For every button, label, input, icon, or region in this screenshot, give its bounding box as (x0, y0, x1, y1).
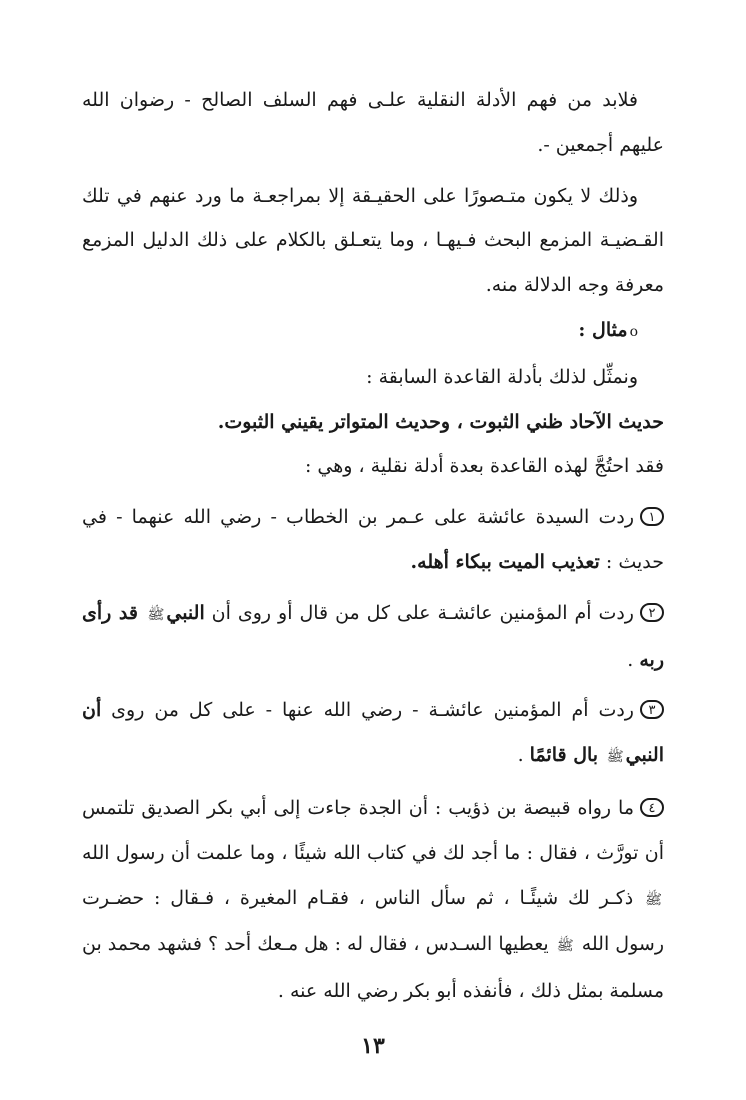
list-item-bold-text: قد رأى ربه (82, 601, 664, 671)
paragraph-evidence-intro (82, 444, 664, 489)
paragraph-salaf (82, 78, 664, 168)
list-item-text: ردت أم المؤمنين عائشـة - رضي الله عنها - على كل من روى (101, 699, 634, 722)
example-heading (82, 308, 664, 355)
list-item-bold-text: أن النبي (82, 699, 664, 767)
paragraph-illustrate (82, 355, 664, 400)
paragraph-evidence-intro-text: فقد احتُجَّ لهذه القاعدة بعدة أدلة نقلية ، وهي : (304, 455, 664, 478)
list-item-text-end: يعطيها السـدس ، فقال له : هل مـعك أحد ؟ فشهد محمد بن مسلمة بمثل ذلك ، فأنفذه أبو بكر رضي الله عنه . (82, 933, 664, 1003)
page-number: ١٣ (361, 1033, 385, 1059)
list-item-2 (82, 591, 664, 683)
list-item-4 (82, 786, 664, 1014)
rule-statement-text: حديث الآحاد ظني الثبوت ، وحديث المتواتر يقيني الثبوت. (217, 410, 664, 433)
item-number-badge: ٣ (640, 700, 664, 719)
body-text (82, 78, 664, 1014)
item-number-badge: ١ (640, 507, 664, 526)
list-item-text: ذكـر لك شيئًـا ، ثم سأل الناس ، فقـام المغيرة ، فـقال : حضـرت رسول الله (82, 886, 664, 956)
paragraph-illustrate-text: ونمثِّل لذلك بأدلة القاعدة السابقة : (366, 365, 638, 388)
list-item-bold-text: تعذيب الميت ببكاء أهله. (410, 550, 600, 573)
list-item-1 (82, 495, 664, 585)
list-item-text-end: . (517, 744, 530, 767)
list-item-text: ما رواه قبيصة بن ذؤيب : أن الجدة جاءت إلى أبي بكر الصديق تلتمس أن تورَّث ، فقال : ما أجد لك في كتاب الله شيئًا ، وما علمت أن رسول الله (82, 796, 664, 864)
item-number-badge: ٢ (640, 603, 664, 622)
list-item-text: ردت السيدة عائشة على عـمر بن الخطاب - رضي الله عنهما - في حديث : (82, 506, 664, 573)
list-item-text: ردت أم المؤمنين عائشـة على كل من قال أو روى أن (204, 601, 634, 624)
salutation-glyph: ﷺ (645, 891, 662, 908)
list-item-bold-text: بال قائمًا (529, 744, 605, 767)
paragraph-salaf-text: فلابد من فهم الأدلة النقلية علـى فهم السلف الصالح - رضوان الله عليهم أجمعين -. (82, 89, 664, 156)
paragraph-context-text: وذلك لا يكون متـصورًا على الحقيـقة إلا بمراجعـة ما ورد عنهم في تلك القـضيـة المزمع البحث فـيهـا ، وما يتعـلق بالكلام على ذلك الدليل المزمع معرفة وجه الدلالة منه. (82, 184, 664, 297)
list-item-bold-text: النبي (166, 601, 205, 624)
paragraph-context (82, 174, 664, 308)
salutation-glyph: ﷺ (556, 938, 574, 955)
circle-bullet-icon: ο (629, 323, 638, 340)
item-number-badge: ٤ (640, 798, 664, 817)
example-heading-label: مثال : (578, 318, 628, 341)
list-item-3 (82, 688, 664, 780)
rule-statement (82, 400, 664, 445)
salutation-glyph: ﷺ (147, 606, 165, 623)
list-item-text-end: . (627, 648, 640, 671)
salutation-glyph: ﷺ (606, 749, 624, 766)
